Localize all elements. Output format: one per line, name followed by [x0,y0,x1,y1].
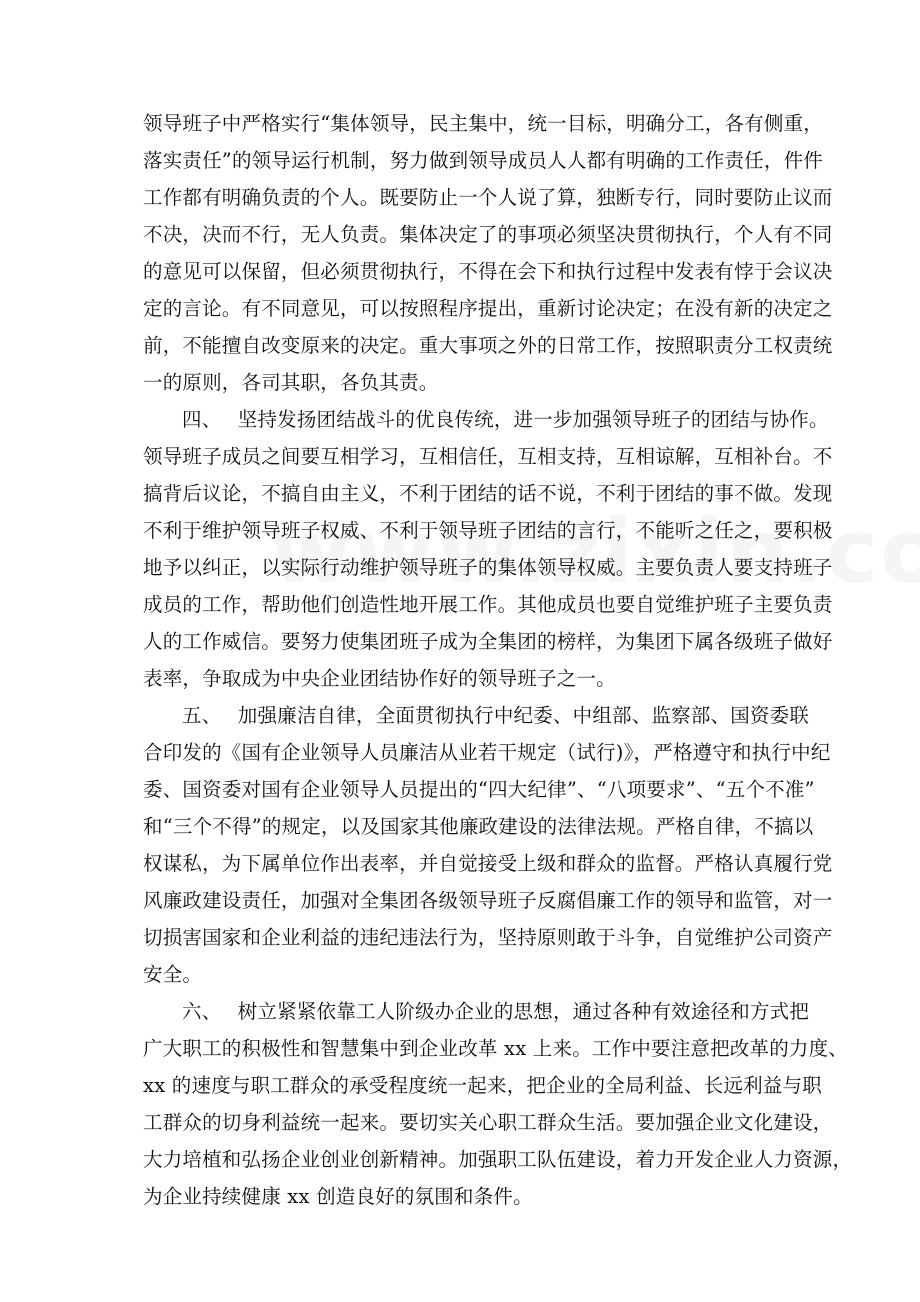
text-line: 落实责任”的领导运行机制，努力做到领导成员人人都有明确的工作责任，件件 [143,149,823,172]
text-line: 人的工作威信。要努力使集团班子成为全集团的榜样，为集团下属各级班子做好 [143,630,833,653]
text-line: 领导班子成员之间要互相学习，互相信任，互相支持，互相谅解，互相补台。不 [143,445,833,468]
text-line: 工作都有明确负责的个人。既要防止一个人说了算，独断专行，同时要防止议而 [143,186,833,209]
text-line: 地予以纠正，以实际行动维护领导班子的集体领导权威。主要负责人要支持班子 [143,556,833,579]
text-line: 和“三个不得”的规定，以及国家其他廉政建设的法律法规。严格自律，不搞以 [143,815,814,838]
text-line: 不决，决而不行，无人负责。集体决定了的事项必须坚决贯彻执行，个人有不同 [143,223,833,246]
text-line: 广大职工的积极性和智慧集中到企业改革 xx 上来。工作中要注意把改革的力度、 [143,1037,848,1060]
text-line: 一的原则，各司其职，各负其责。 [143,371,439,394]
text-line: 的意见可以保留，但必须贯彻执行，不得在会下和执行过程中发表有悖于会议决 [143,260,833,283]
text-line: 安全。 [143,963,203,986]
text-line: 为企业持续健康 xx 创造良好的氛围和条件。 [143,1185,533,1208]
text-line: 表率，争取成为中央企业团结协作好的领导班子之一。 [143,667,616,690]
text-line: 权谋私，为下属单位作出表率，并自觉接受上级和群众的监督。严格认真履行党 [143,852,833,875]
text-line: 定的言论。有不同意见，可以按照程序提出，重新讨论决定；在没有新的决定之 [143,297,833,320]
text-line: 前，不能擅自改变原来的决定。重大事项之外的日常工作，按照职责分工权责统 [143,334,833,357]
text-line: 切损害国家和企业利益的违纪违法行为，坚持原则敢于斗争，自觉维护公司资产 [143,926,833,949]
text-line: 大力培植和弘扬企业创业创新精神。加强职工队伍建设，着力开发企业人力资源， [143,1148,853,1171]
section-heading-six: 六、 树立紧紧依靠工人阶级办企业的思想，通过各种有效途径和方式把 [182,1000,810,1023]
text-line: 搞背后议论，不搞自由主义，不利于团结的话不说，不利于团结的事不做。发现 [143,482,833,505]
text-line: xx 的速度与职工群众的承受程度统一起来，把企业的全局利益、长远利益与职 [143,1074,822,1097]
section-heading-five: 五、 加强廉洁自律，全面贯彻执行中纪委、中组部、监察部、国资委联 [182,704,810,727]
text-line: 工群众的切身利益统一起来。要切实关心职工群众生活。要加强企业文化建设， [143,1111,833,1134]
text-line: 合印发的《国有企业领导人员廉洁从业若干规定（试行)》，严格遵守和执行中纪 [143,741,831,764]
text-line: 委、国资委对国有企业领导人员提出的“四大纪律”、“八项要求”、“五个不准” [143,778,815,801]
text-line: 领导班子中严格实行“集体领导，民主集中，统一目标，明确分工，各有侧重， [143,112,823,135]
text-line: 不利于维护领导班子权威、不利于领导班子团结的言行，不能听之任之，要积极 [143,519,833,542]
text-line: 风廉政建设责任，加强对全集团各级领导班子反腐倡廉工作的领导和监管，对一 [143,889,833,912]
section-heading-four: 四、 坚持发扬团结战斗的优良传统，进一步加强领导班子的团结与协作。 [182,408,829,431]
text-line: 成员的工作，帮助他们创造性地开展工作。其他成员也要自觉维护班子主要负责 [143,593,833,616]
